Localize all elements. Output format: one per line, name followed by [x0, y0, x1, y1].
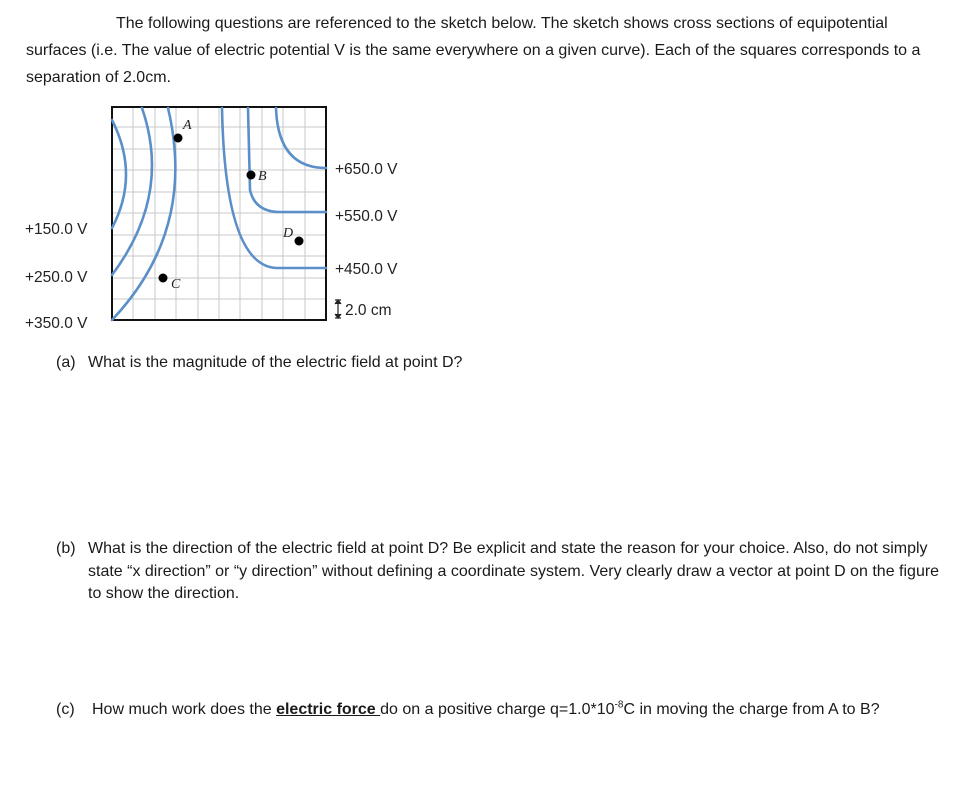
label-250v: +250.0 V	[25, 269, 88, 286]
question-c-post: C in moving the charge from A to B?	[623, 701, 880, 718]
question-c-text	[92, 699, 956, 722]
question-c	[56, 699, 956, 722]
label-650v: +650.0 V	[335, 161, 398, 178]
scale-label: 2.0 cm	[345, 302, 392, 319]
point-d-dot	[295, 237, 304, 246]
curve-150v	[112, 120, 126, 228]
question-a	[56, 352, 936, 375]
question-c-exponent: -8	[614, 699, 624, 711]
question-c-emphasis: electric force	[276, 701, 381, 718]
intro-paragraph: The following questions are referenced to the sketch below. The sketch shows cross sections of equipotential surfaces (i.e. The value of electric potential V is the same everywhere on a given curve). Each of the squares corresponds to a separation of 2.0cm.	[26, 15, 921, 86]
question-b-text: What is the direction of the electric field at point D? Be explicit and state the reason for your choice. Also, do not simply state “x direction” or “y direction” without defining a coordinate system. Very clearly draw a vector at point D on the figure to show the direction.	[88, 540, 940, 602]
scale-bar-icon	[335, 300, 341, 318]
point-a-label: A	[183, 118, 192, 133]
curve-450v	[222, 108, 326, 268]
point-b-dot	[247, 171, 256, 180]
point-c-dot	[159, 274, 168, 283]
point-c-label: C	[171, 277, 181, 292]
curve-550v	[248, 108, 326, 212]
point-b-label: B	[258, 169, 267, 184]
question-c-mid: do on a positive charge q=1.0*10	[380, 701, 615, 718]
question-c-number: (c)	[56, 701, 75, 718]
question-a-number: (a)	[56, 354, 76, 371]
question-b	[56, 538, 946, 606]
point-d-label: D	[283, 226, 294, 241]
question-c-pre: How much work does the	[92, 701, 277, 718]
label-350v: +350.0 V	[25, 315, 88, 332]
label-150v: +150.0 V	[25, 221, 88, 238]
question-a-text: What is the magnitude of the electric field at point D?	[88, 354, 463, 371]
point-a-dot	[174, 134, 183, 143]
question-b-number: (b)	[56, 540, 76, 557]
label-550v: +550.0 V	[335, 208, 398, 225]
label-450v: +450.0 V	[335, 261, 398, 278]
